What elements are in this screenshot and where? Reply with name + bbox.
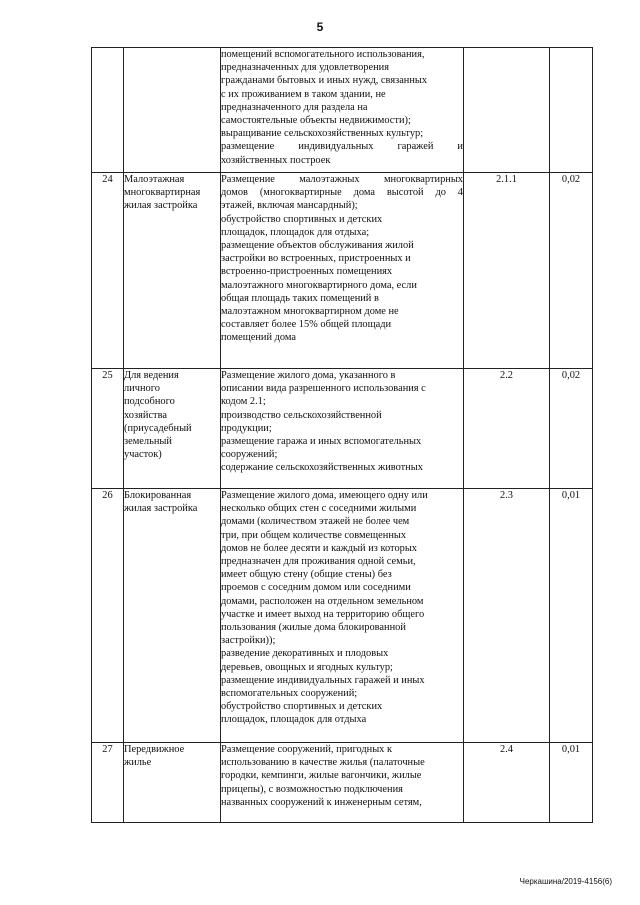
description-line: Размещение жилого дома, имеющего одну или xyxy=(221,490,428,501)
description-line: размещение объектов обслуживания жилой xyxy=(221,240,414,252)
description-line: малоэтажного многоквартирного дома, если xyxy=(221,279,417,291)
name-line: Передвижное xyxy=(124,744,185,755)
land-use-table xyxy=(91,47,593,823)
row-number: 27 xyxy=(92,743,124,823)
table-row xyxy=(92,173,593,369)
name-line: подсобного xyxy=(124,396,175,408)
coefficient-value: 0,02 xyxy=(550,369,593,489)
description-line: предназначенных для удовлетворения xyxy=(221,62,389,74)
name-line: Блокированная xyxy=(124,490,192,501)
description-line: встроенно-пристроенных помещениях xyxy=(221,266,393,278)
description-line: имеет общую стену (общие стены) без xyxy=(221,569,392,581)
name-line: многоквартирная xyxy=(124,187,201,199)
description-line: размещение индивидуальных гаражей и иных xyxy=(221,674,425,686)
table-row xyxy=(92,743,593,823)
use-description xyxy=(221,743,464,823)
row-number: 26 xyxy=(92,489,124,743)
coefficient-value xyxy=(550,48,593,173)
description-line: площадок, площадок для отдыха xyxy=(221,714,367,726)
coefficient-value: 0,01 xyxy=(550,743,593,823)
description-line: Размещение малоэтажных многоквартирных xyxy=(221,174,463,185)
description-line: деревьев, овощных и ягодных культур; xyxy=(221,661,393,673)
name-line: Для ведения xyxy=(124,370,179,381)
description-line: производство сельскохозяйственной xyxy=(221,409,382,421)
use-name xyxy=(124,743,221,823)
use-description xyxy=(221,489,464,743)
name-line: личного xyxy=(124,383,160,395)
description-line: пользования (жилые дома блокированной xyxy=(221,622,406,634)
description-line: городки, кемпинги, жилые вагончики, жилые xyxy=(221,770,422,782)
use-name xyxy=(124,173,221,369)
description-line: размещение гаража и иных вспомогательных xyxy=(221,436,422,448)
name-line: земельный xyxy=(124,436,172,448)
description-line: малоэтажном многоквартирном доме не xyxy=(221,306,399,318)
description-line: площадок, площадок для отдыха; xyxy=(221,226,370,238)
name-line: участок) xyxy=(124,449,162,461)
document-reference: Черкашина/2019-4156(6) xyxy=(519,877,612,886)
description-line: описании вида разрешенного использования с xyxy=(221,383,426,395)
page-number: 5 xyxy=(316,20,324,34)
description-line: помещений вспомогательного использования, xyxy=(221,49,425,60)
description-line: с их проживанием в таком здании, не xyxy=(221,88,386,100)
description-line: несколько общих стен с соседними жилыми xyxy=(221,503,417,515)
coefficient-value: 0,01 xyxy=(550,489,593,743)
name-line: жилье xyxy=(124,757,152,769)
description-line: Размещение сооружений, пригодных к xyxy=(221,744,393,755)
description-line: сооружений; xyxy=(221,449,278,461)
description-line: участке и имеет выход на территорию общего xyxy=(221,608,425,620)
row-number xyxy=(92,48,124,173)
description-line: продукции; xyxy=(221,422,272,434)
description-line: предназначен для проживания одной семьи, xyxy=(221,556,416,568)
description-line: размещение индивидуальных гаражей и xyxy=(221,141,463,153)
description-line: домов (многоквартирные дома высотой до 4 xyxy=(221,187,463,199)
description-line: Размещение жилого дома, указанного в xyxy=(221,370,396,381)
description-line: гражданами бытовых и иных нужд, связанных xyxy=(221,75,428,87)
description-line: вспомогательных сооружений; xyxy=(221,688,358,700)
table-row xyxy=(92,48,593,173)
description-line: домами (количеством этажей не более чем xyxy=(221,516,410,528)
description-line: содержание сельскохозяйственных животных xyxy=(221,462,423,474)
row-number: 24 xyxy=(92,173,124,369)
description-line: кодом 2.1; xyxy=(221,396,266,408)
use-code: 2.2 xyxy=(464,369,550,489)
use-name xyxy=(124,489,221,743)
name-line: хозяйства xyxy=(124,409,167,421)
name-line: Малоэтажная xyxy=(124,174,185,185)
use-code: 2.4 xyxy=(464,743,550,823)
description-line: составляет более 15% общей площади xyxy=(221,319,392,331)
name-line: (приусадебный xyxy=(124,422,192,434)
name-line: жилая застройка xyxy=(124,503,198,515)
description-line: помещений дома xyxy=(221,332,297,344)
use-code: 2.3 xyxy=(464,489,550,743)
table-row xyxy=(92,489,593,743)
description-line: выращивание сельскохозяйственных культур; xyxy=(221,128,424,140)
coefficient-value: 0,02 xyxy=(550,173,593,369)
description-line: три, при общем количестве совмещенных xyxy=(221,529,407,541)
use-name xyxy=(124,48,221,173)
description-line: предназначенного для раздела на xyxy=(221,101,368,113)
description-line: обустройство спортивных и детских xyxy=(221,701,383,713)
description-line: разведение декоративных и плодовых xyxy=(221,648,389,660)
description-line: застройки во встроенных, пристроенных и xyxy=(221,253,411,265)
use-description xyxy=(221,369,464,489)
use-code: 2.1.1 xyxy=(464,173,550,369)
description-line: использованию в качестве жилья (палаточные xyxy=(221,757,425,769)
description-line: самостоятельные объекты недвижимости); xyxy=(221,115,411,127)
description-line: хозяйственных построек xyxy=(221,154,331,166)
description-line: застройки)); xyxy=(221,635,276,647)
use-code xyxy=(464,48,550,173)
table-row xyxy=(92,369,593,489)
name-line: жилая застройка xyxy=(124,200,198,212)
use-description xyxy=(221,173,464,369)
description-line: домами, расположен на отдельном земельном xyxy=(221,595,424,607)
description-line: домов не более десяти и каждый из которых xyxy=(221,542,418,554)
description-line: обустройство спортивных и детских xyxy=(221,213,383,225)
description-line: этажей, включая мансардный); xyxy=(221,200,358,212)
description-line: общая площадь таких помещений в xyxy=(221,292,379,304)
description-line: названных сооружений к инженерным сетям, xyxy=(221,796,422,808)
description-line: проемов с соседним домом или соседними xyxy=(221,582,411,594)
use-description xyxy=(221,48,464,173)
use-name xyxy=(124,369,221,489)
description-line: прицепы), с возможностью подключения xyxy=(221,783,403,795)
row-number: 25 xyxy=(92,369,124,489)
